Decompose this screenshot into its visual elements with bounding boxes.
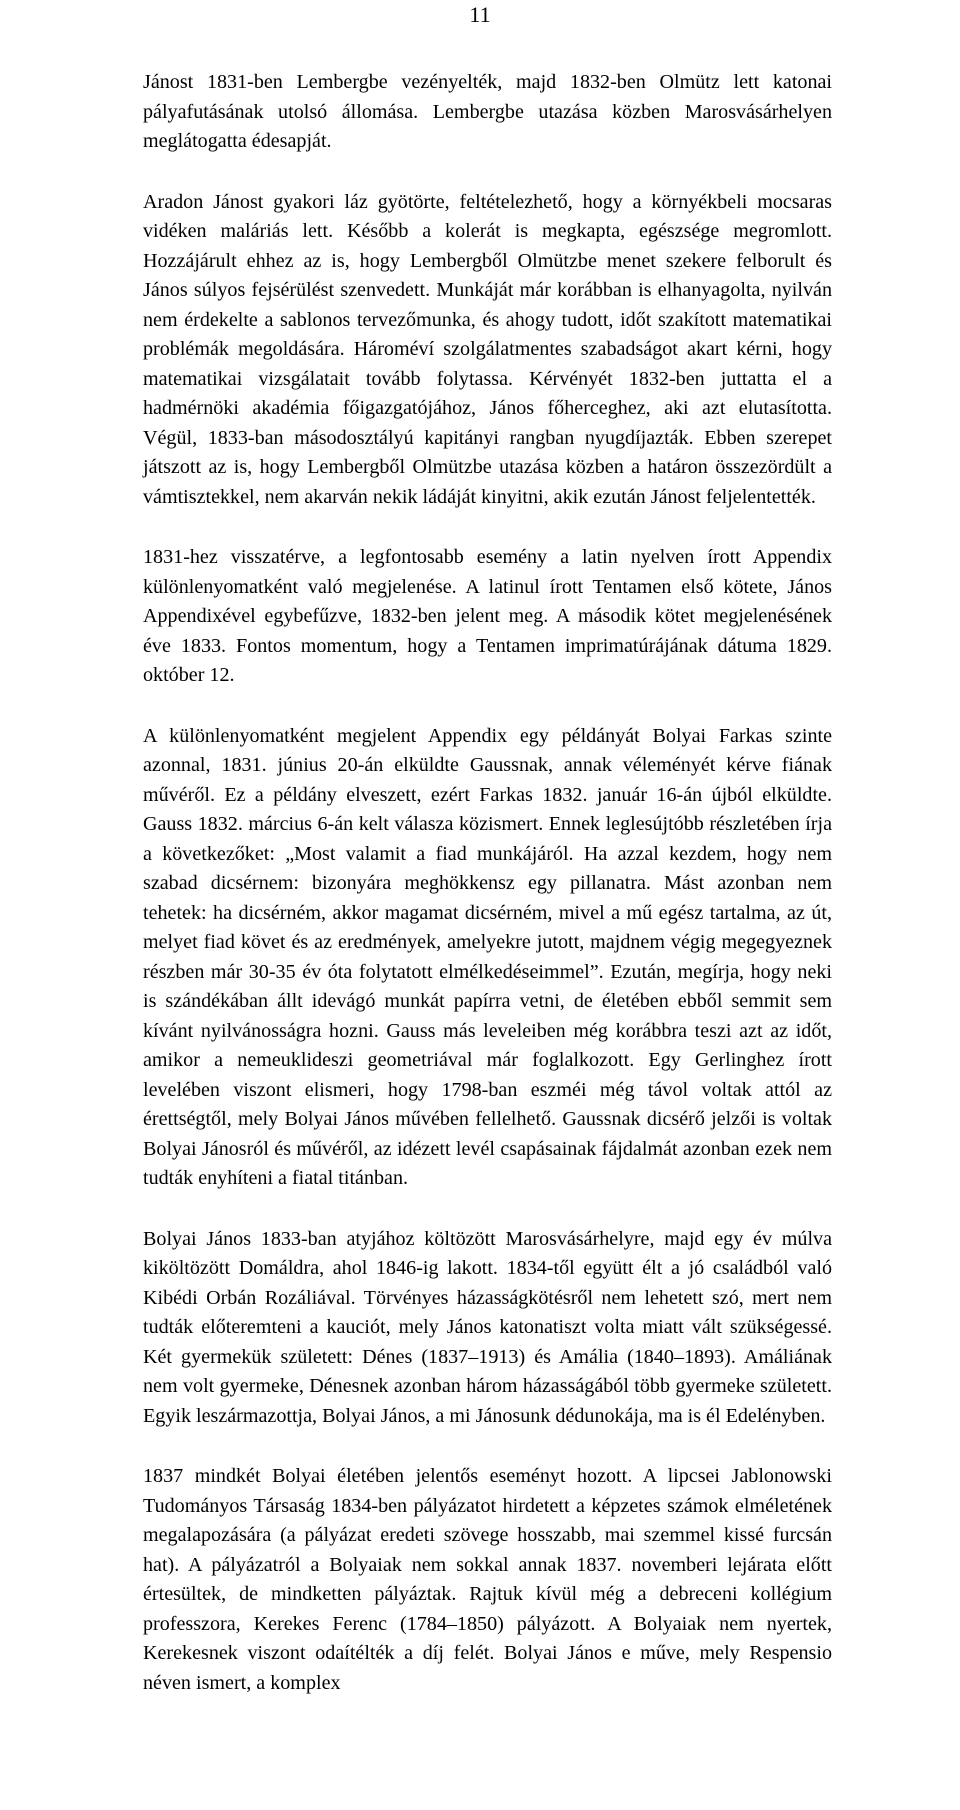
paragraph: Bolyai János 1833-ban atyjához költözött Marosvásárhelyre, majd egy év múlva kiköltözött Domáldra, ahol 1846-ig lakott. 1834-től együtt élt a jó családból való Kibédi Orbán Rozáliával. Törvényes házasságkötésről nem lehetett szó, mert nem tudták előteremteni a kauciót, mely János katonatiszt volta miatt vált szükségessé. Két gyermekük született: Dénes (1837–1913) és Amália (1840–1893). Amáliának nem volt gyermeke, Dénesnek azonban három házasságából több gyermeke született. Egyik leszármazottja, Bolyai János, a mi Jánosunk dédunokája, ma is él Edelényben. — [143, 1227, 832, 1427]
page-body — [143, 68, 832, 1698]
paragraph: Jánost 1831-ben Lembergbe vezényelték, majd 1832-ben Olmütz lett katonai pályafutásának utolsó állomása. Lembergbe utazása közben Marosvásárhelyen meglátogatta édesapját. — [143, 71, 832, 152]
paragraph: 1837 mindkét Bolyai életében jelentős eseményt hozott. A lipcsei Jablonowski Tudományos Társaság 1834-ben pályázatot hirdetett a képzetes számok elméletének megalapozására (a pályázat eredeti szövege hosszabb, mai szemmel kissé furcsán hat). A pályázatról a Bolyaiak nem sokkal annak 1837. novemberi lejárata előtt értesültek, de mindketten pályáztak. Rajtuk kívül még a debreceni kollégium professzora, Kerekes Ferenc (1784–1850) pályázott. A Bolyaiak nem nyertek, Kerekesnek viszont odaítélték a díj felét. Bolyai János e műve, mely Respensio néven ismert, a komplex — [143, 1465, 832, 1694]
paragraph: 1831-hez visszatérve, a legfontosabb esemény a latin nyelven írott Appendix különlenyomatként való megjelenése. A latinul írott Tentamen első kötete, János Appendixével egybefűzve, 1832-ben jelent meg. A második kötet megjelenésének éve 1833. Fontos momentum, hogy a Tentamen imprimatúrájának dátuma 1829. október 12. — [143, 546, 832, 686]
page-number: 11 — [469, 2, 491, 27]
paragraph: A különlenyomatként megjelent Appendix egy példányát Bolyai Farkas szinte azonnal, 1831. június 20-án elküldte Gaussnak, annak véleményét kérve fiának művéről. Ez a példány elveszett, ezért Farkas 1832. január 16-án újból elküldte. Gauss 1832. március 6-án kelt válasza közismert. Ennek leglesújtóbb részletében írja a következőket: „Most valamit a fiad munkájáról. Ha azzal kezdem, hogy nem szabad dicsérnem: bizonyára meghökkensz egy pillanatra. Mást azonban nem tehetek: ha dicsérném, akkor magamat dicsérném, mivel a mű egész tartalma, az út, melyet fiad követ és az eredmények, amelyekre jutott, majdnem végig megegyeznek részben már 30-35 év óta folytatott elmélkedéseimmel”. Ezután, megírja, hogy neki is szándékában állt idevágó munkát papírra vetni, de életében ebből semmit sem kívánt nyilvánosságra hozni. Gauss más leveleiben még korábbra teszi azt az időt, amikor a nemeuklideszi geometriával már foglalkozott. Egy Gerlinghez írott levelében viszont elismeri, hogy 1798-ban eszméi még távol voltak attól az érettségtől, mely Bolyai János művében fellelhető. Gaussnak dicsérő jelzői is voltak Bolyai Jánosról és művéről, az idézett levél csapásainak fájdalmát azonban ezek nem tudták enyhíteni a fiatal titánban. — [143, 724, 832, 1189]
paragraph: Aradon Jánost gyakori láz gyötörte, feltételezhető, hogy a környékbeli mocsaras vidéken maláriás lett. Később a kolerát is megkapta, egészsége megromlott. Hozzájárult ehhez az is, hogy Lembergből Olmützbe menet szekere felborult és János súlyos fejsérülést szenvedett. Munkáját már korábban is elhanyagolta, nyilván nem érdekelte a sablonos tervezőmunka, és ahogy tudott, időt szakított matematikai problémák megoldására. Hároméví szolgálatmentes szabadságot akart kérni, hogy matematikai vizsgálatait tovább folytassa. Kérvényét 1832-ben juttatta el a hadmérnöki akadémia főigazgatójához, János főherceghez, aki azt elutasította. Végül, 1833-ban másodosztályú kapitányi rangban nyugdíjazták. Ebben szerepet játszott az is, hogy Lembergből Olmützbe utazása közben a határon összezördült a vámtisztekkel, nem akarván nekik ládáját kinyitni, akik ezután Jánost feljelentették. — [143, 190, 832, 508]
